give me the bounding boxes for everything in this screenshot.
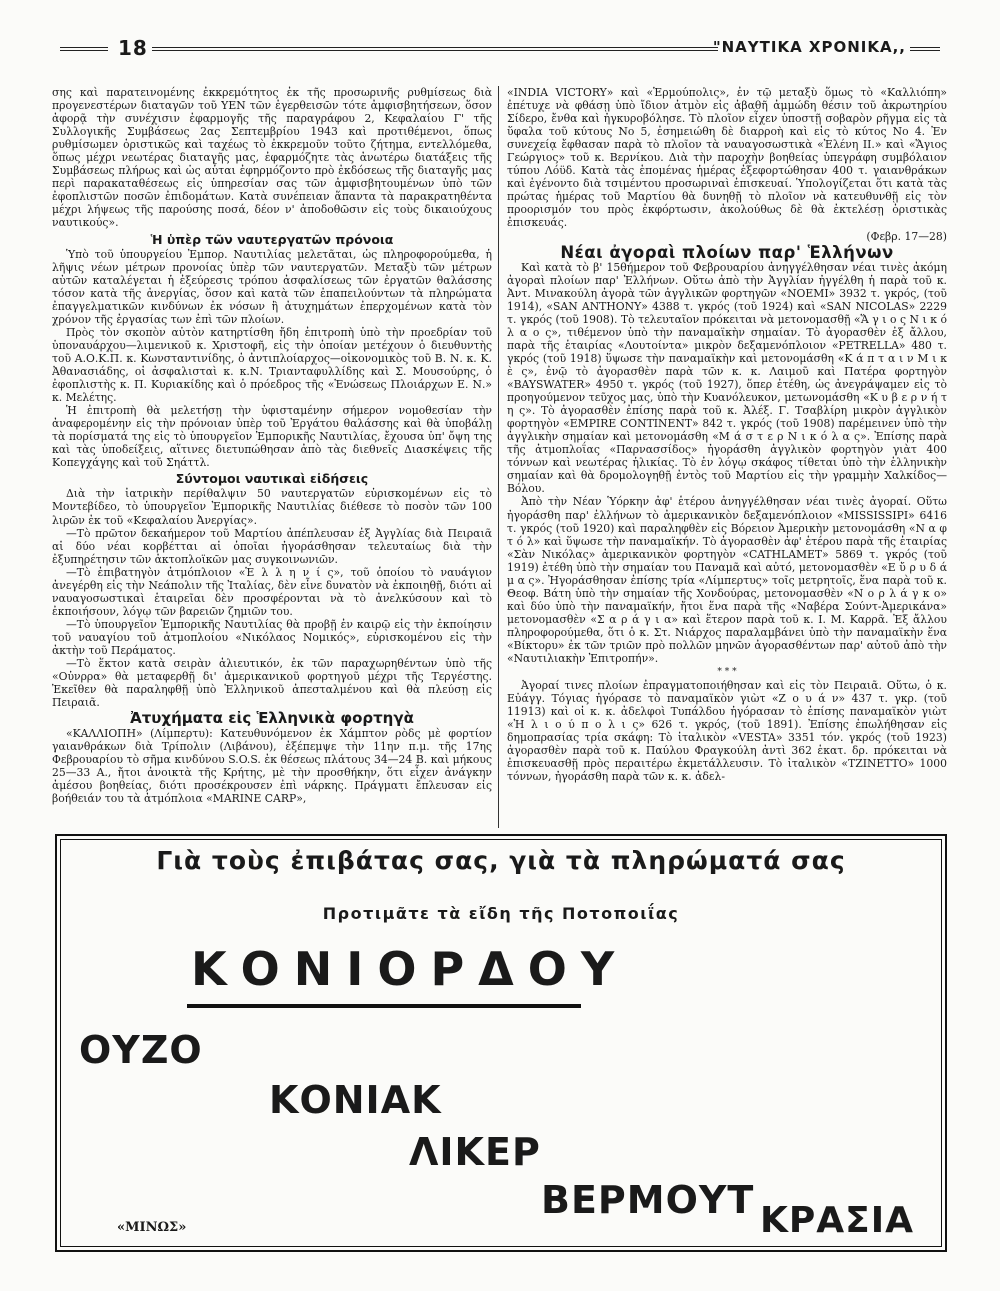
paragraph: σης καὶ παρατεινομένης ἐκκρεμότητος ἐκ τῆς προσωρινῆς ρυθμίσεως διὰ προγενεστέρων διαταγῶν τοῦ ΥΕΝ τῶν ἐγερθεισῶν τότε ἀμφισβητήσεων, ὅσον ἀφορᾷ τὴν συνέχισιν ἐφαρμογῆς τῆς παραγράφου 2, Κεφαλαίου Γ' τῆς Συλλογικῆς Συμβάσεως 2ας Σεπτεμβρίου 1943 καὶ προτιθέμενοι, ὅπως ρυθμίσωμεν ὁριστικῶς καὶ ταχέως τὸ ἐκκρεμοῦν τοῦτο ζήτημα, εντελλόμεθα, ὅπως μέχρι νεωτέρας διαταγῆς μας, ἐφαρμόζητε τὰς ἀνωτέρω διατάξεις τῆς Συμβάσεως πλήρως καὶ ὡς αὗται ἐφηρμόζοντο πρὸ ἐκδόσεως τῆς διαταγῆς μας περὶ παρακαταθέσεως εἰς ὑπηρεσίαν σας τῶν ἀμφισβητουμένων ὑπὸ τῶν ἐφοπλιστῶν ποσῶν ἐπιδομάτων. Κατὰ συνέπειαν ἅπαντα τὰ παρακρατηθέντα μέχρι λήψεως τῆς παρούσης ποσά, δέον ν' ἀποδοθῶσιν εἰς τοὺς δικαιούχους ναυτικούς». xyxy=(52,86,492,230)
header-rule-left xyxy=(60,47,108,51)
ad-subheadline: Προτιμᾶτε τὰ εἴδη τῆς Ποτοποιΐας xyxy=(322,904,680,923)
page-number: 18 xyxy=(118,36,148,60)
header-rule-middle xyxy=(152,47,718,51)
right-column xyxy=(507,86,947,826)
brand-underline xyxy=(187,1004,581,1008)
magazine-title: "ΝΑΥΤΙΚΑ ΧΡΟΝΙΚΑ,, xyxy=(712,38,906,56)
paragraph: —Τὸ πρῶτον δεκαήμερον τοῦ Μαρτίου ἀπέπλευσαν ἐξ Ἀγγλίας διὰ Πειραιᾶ αἱ δύο νέαι κορβέτται αἱ ὁποῖαι ἠγοράσθησαν τελευταίως διὰ τὴν ἐξυπηρέτησιν τῶν ἀκτοπλοϊκῶν μας συγκοινωνιῶν. xyxy=(52,526,492,566)
paragraph: «ΚΑΛΛΙΟΠΗ» (Λίμπερτυ): Κατευθυνόμενον ἐκ Χάμπτον ρὸδς μὲ φορτίον γαιανθράκων διὰ Τρίπολιν (Λιβάνου), ἐξέπεμψε τὴν 11ην π.μ. τῆς 17ης Φεβρουαρίου τὸ σῆμα κινδύνου S.O.S. ἐκ θέσεως πλάτους 34—24 Β. καὶ μήκους 25—33 Α., ἤτοι ἀνοικτὰ τῆς Κρήτης, μὲ τὴν προσθήκην, ὅτι εἶχεν ἀνάγκην ἀμέσου βοηθείας, διότι προσέκρουσεν ἐπὶ νάρκης. Πράγματι ἔπλευσαν εἰς βοήθειάν του τὰ ἀτμόπλοια «MARINE CARP», xyxy=(52,727,492,806)
section-separator: * * * xyxy=(717,667,737,678)
paragraph: Ἀγοραί τινες πλοίων ἐπραγματοποιήθησαν καὶ εἰς τὸν Πειραιᾶ. Οὕτω, ὁ κ. Εὐάγγ. Τόγιας ἠγόρασε τὸ παναμαϊκὸν γιὼτ «Ζ ο υ ά ν» 437 τ. γκρ. (τοῦ 11913) καὶ οἱ κ. κ. ἀδελφοὶ Τυπάλδου ἠγόρασαν τὸ ἐπίσης παναμαϊκὸν γιὼτ «Ἡ λ ι ο ύ π ο λ ι ς» 626 τ. γκρός, (τοῦ 1891). Ἐπίσης ἐπωλήθησαν εἰς δημοπρασίας τρία σκάφη: Τὸ ἰταλικὸν «VESTA» 3351 τόν. γκρός (τοῦ 1923) ἀγορασθὲν παρὰ τοῦ κ. Παύλου Φραγκούλη ἀντὶ 362 ἑκατ. δρ. πρόκειται νὰ ἐπισκευασθῇ πρὸς περαιτέρω ἐκμετάλλευσιν. Τὸ ἰταλικὸν «ΤΖΙΝΕΤΤΟ» 1000 τόννων, ἠγοράσθη παρὰ τῶν κ. κ. ἀδελ- xyxy=(507,679,947,784)
advertisement-box xyxy=(55,834,947,1252)
product-koniak: ΚΟΝΙΑΚ xyxy=(269,1078,442,1122)
paragraph: Καὶ κατὰ τὸ β' 15θήμερον τοῦ Φεβρουαρίου ἀνηγγέλθησαν νέαι τινὲς ἀκόμη ἀγοραὶ πλοίων παρ' Ἑλλήνων. Οὕτω ἀπὸ τὴν Ἀγγλίαν ἠγγέλθη ἡ παρὰ τοῦ κ. Ἀντ. Μινακούλη ἀγορὰ τῶν ἀγγλικῶν φορτηγῶν «NOEMI» 3932 τ. γκρός, (τοῦ 1914), «SAN ANTHONY» 4388 τ. γκρός (τοῦ 1924) καὶ «SAN NICOLAS» 2229 τ. γκρός (τοῦ 1908). Τὸ τελευταῖον πρόκειται νὰ μετονομασθῇ «Ἅ γ ι ο ς Ν ι κ ό λ α ο ς», τιθέμενον ὑπὸ τὴν παναμαϊκὴν σημαίαν. Τὸ ἀγορασθὲν ἐξ ἄλλου, παρὰ τῆς ἑταιρίας «Λουτοίντα» μικρὸν δεξαμενόπλοιον «PETRELLA» 480 τ. γκρός (τοῦ 1918) ὕψωσε τὴν παναμαϊκὴν καὶ μετονομάσθη «Κ ά π τ α ι ν Μ ι κ ὲ ς», ἐνῷ τὸ ἀγορασθὲν παρὰ τῶν κ. κ. Λαιμοῦ καὶ Πατέρα φορτηγὸν «BAYSWATER» 4950 τ. γκρός (τοῦ 1927), ὅπερ ἐτέθη, ὡς ἀνεγράψαμεν εἰς τὸ προηγούμενον τεῦχος μας, ὑπὸ τὴν Κυανόλευκον, μετωνομάσθη «Κ υ β ε ρ ν ή τ η ς». Τὸ ἀγορασθὲν ἐπίσης παρὰ τοῦ κ. Ἀλέξ. Γ. Τσαβλίρη μικρὸν ἀγγλικὸν φορτηγὸν «EMPIRE CONTINENT» 842 τ. γκρός (τοῦ 1908) παρέμεινεν ὑπὸ τὴν ἀγγλικὴν σημαίαν καὶ μετονομάσθη «Μ ά σ τ ε ρ Ν ι κ ό λ α ς». Ἐπίσης παρὰ τῆς ἀτμοπλοΐας «Παρνασσίδος» ἠγοράσθη ἀγγλικὸν φορτηγὸν γιὰτ 400 τόννων καὶ νεωτέρας ἡλικίας. Τὸ ἐν λόγῳ σκάφος τίθεται ὑπὸ τὴν ἑλληνικὴν σημαίαν καὶ θὰ δρομολογηθῇ ἐντὸς τοῦ Μαρτίου εἰς τὴν γραμμὴν Χαλκίδος—Βόλου. xyxy=(507,260,947,496)
paragraph: Ἡ ἐπιτροπὴ θὰ μελετήσῃ τὴν ὑφισταμένην σήμερον νομοθεσίαν τὴν ἀναφερομένην εἰς τὴν πρόνοιαν ὑπὲρ τοῦ Ἐργάτου θαλάσσης καὶ θὰ ὑποβάλῃ τὰ πορίσματά της εἰς τὸ ὑπουργεῖον Ἐμπορικῆς Ναυτιλίας, ἔχουσα ὑπ' ὄψη της καὶ τὰς ὑποδείξεις, αἵτινες διετυπώθησαν ἀπὸ τὰς διεθνεῖς Διασκέψεις τῆς Κοπεγχάγης καὶ τοῦ Σηάττλ. xyxy=(52,404,492,470)
header-rule-right xyxy=(910,47,940,51)
product-ouzo: ΟΥΖΟ xyxy=(79,1028,203,1072)
column-divider xyxy=(498,86,499,828)
product-vermout: ΒΕΡΜΟΥΤ xyxy=(541,1178,755,1222)
product-krasia: ΚΡΑΣΙΑ xyxy=(760,1200,914,1241)
advertisement-inner-border xyxy=(60,839,942,1247)
product-liker: ΛΙΚΕΡ xyxy=(409,1130,541,1174)
paragraph: Διὰ τὴν ἰατρικὴν περίθαλψιν 50 ναυτεργατῶν εὑρισκομένων εἰς τὸ Μοντεβίδεο, τὸ ὑπουργεῖον Ἐμπορικῆς Ναυτιλίας διέθεσε τὸ ποσὸν τῶν 100 λιρῶν ἐκ τοῦ «Κεφαλαίου Ἀνεργίας». xyxy=(52,487,492,527)
left-column xyxy=(52,86,492,826)
paragraph: —Τὸ ὑπουργεῖον Ἐμπορικῆς Ναυτιλίας θὰ προβῇ ἐν καιρῷ εἰς τὴν ἐκποίησιν τοῦ ναυαγίου τοῦ ἀτμοπλοίου «Νικόλαος Νομικός», εὑρισκομένου εἰς τὴν ἀκτὴν τοῦ Περάματος. xyxy=(52,617,492,657)
paragraph: Πρὸς τὸν σκοπὸν αὐτὸν κατηρτίσθη ἤδη ἐπιτροπὴ ὑπὸ τὴν προεδρίαν τοῦ ὑποναυάρχου—λιμενικοῦ κ. Χριστοφῆ, εἰς τὴν ὁποίαν μετέχουν ὁ διευθυντὴς τοῦ Α.Ο.Κ.Π. κ. Κωνσταντινίδης, ὁ ἀντιπλοίαρχος—οἰκονομικὸς τοῦ Β. Ν. κ. Κ. Ἀθανασιάδης, οἱ ἀσφαλισταὶ κ. κ.Ν. Τριανταφυλλίδης καὶ Σ. Μουσούρης, ὁ ἐφοπλιστὴς κ. Π. Κυριακίδης καὶ ὁ πρόεδρος τῆς «Ἑνώσεως Πλοιάρχων Ε. Ν.» κ. Μελέτης. xyxy=(52,325,492,405)
section-heading: Σύντομοι ναυτικαὶ εἰδήσεις xyxy=(175,471,369,487)
page-header xyxy=(60,36,940,76)
paragraph: —Τὸ ἐπιβατηγὸν ἀτμόπλοιον «Ἑ λ λ η ν ί ς», τοῦ ὁποίου τὸ ναυάγιον ἀνεγέρθη εἰς τὴν Νεάπολιν τῆς Ἰταλίας, δὲν εἶνε δυνατὸν νὰ ἐκποιηθῇ, διότι αἱ ναυαγοσωστικαὶ ἑταιρεῖαι δὲν προσφέρονται νὰ τὸ ἀνελκύσουν καὶ τὸ ἐκποιήσουν, λόγῳ τῶν βαρειῶν ζημιῶν του. xyxy=(52,565,492,618)
ad-brand-name: ΚΟΝΙΟΡΔΟΥ xyxy=(191,942,629,996)
paragraph: —Τὸ ἕκτον κατὰ σειρὰν ἁλιευτικόν, ἐκ τῶν παραχωρηθέντων ὑπὸ τῆς «Οὐνρρα» θὰ μεταφερθῇ δι' ἀμερικανικοῦ φορτηγοῦ μέχρι τῆς Τεργέστης. Ἐκεῖθεν θὰ παραληφθῇ ὑπὸ Ἑλληνικοῦ ἀπεσταλμένου καὶ θὰ πλεύσῃ εἰς Πειραιᾶ. xyxy=(52,657,492,710)
section-heading: Ἡ ὑπὲρ τῶν ναυτεργατῶν πρόνοια xyxy=(150,231,394,247)
ad-imprint: «ΜΙΝΩΣ» xyxy=(117,1220,187,1235)
date-signoff: (Φεβρ. 17—28) xyxy=(866,229,947,243)
paragraph: «INDIA VICTORY» καὶ «Ἑρμούπολις», ἐν τῷ μεταξὺ ὅμως τὸ «Καλλιόπη» ἐπέτυχε νὰ φθάσῃ ὑπὸ ἴδιον ἀτμὸν εἰς ἀβαθῆ ἀμμώδη θέσιν τοῦ ἀκρωτηρίου Σίδερο, ἔνθα καὶ ἠγκυροβόλησε. Τὸ πλοῖον εἶχεν ὑποστῇ σοβαρὸν ρῆγμα εἰς τὰ ὕφαλα τοῦ κύτους Νο 5, ἐσημειώθη δὲ διαρροὴ καὶ εἰς τὸ κύτος Νο 4. Ἐν συνεχείᾳ ἔφθασαν παρὰ τὸ πλοῖον τὰ ναυαγοσωστικὰ «Ἑλένη ΙΙ.» καὶ «Ἅγιος Γεώργιος» τοῦ κ. Βερνίκου. Διὰ τὴν παροχὴν βοηθείας ὑπεγράφη συμβόλαιον τύπου Λόϋδ. Κατὰ τὰς ἑπομένας ἡμέρας ἐξεφορτώθησαν 400 τ. γαιανθράκων καὶ ἐγένοντο διὰ τσιμέντου προσωριναὶ ἐπισκευαί. Ὑπολογίζεται ὅτι κατὰ τὰς πρώτας ἡμέρας τοῦ Μαρτίου θὰ δυνηθῇ τὸ πλοῖον νὰ κατευθυνθῇ εἰς τὸν προορισμόν του πρὸς ἐκφόρτωσιν, ἀκολούθως δὲ θὰ ἐκτελέσῃ ὁριστικὰς ἐπισκευάς. xyxy=(507,86,947,230)
paragraph: Ὑπὸ τοῦ ὑπουργείου Ἐμπορ. Ναυτιλίας μελετᾶται, ὡς πληροφορούμεθα, ἡ λῆψις νέων μέτρων προνοίας ὑπὲρ τῶν ναυτεργατῶν. Μεταξὺ τῶν μέτρων αὐτῶν καταλέγεται ἡ ἐξεύρεσις τρόπου ἀσφαλίσεως τῶν ἐργατῶν θαλάσσης τόσον κατὰ τῆς ἀνεργίας, ὅσον καὶ κατὰ τῶν ἐπαπειλούντων τὰ πληρώματα ἐπαγγελματικῶν κινδύνων ἐκ νόσων ἢ ἀτυχημάτων ἐπερχομένων κατὰ τὸν χρόνον τῆς ἐργασίας των ἐπὶ τῶν πλοίων. xyxy=(52,247,492,326)
paragraph: Ἀπὸ τὴν Νέαν Ὑόρκην ἀφ' ἑτέρου ἀνηγγέλθησαν νέαι τινὲς ἀγοραί. Οὕτω ἠγοράσθη παρ' ἑλλήνων τὸ ἀμερικανικὸν δεξαμενόπλοιον «MISSISSIPI» 6416 τ. γκρός (τοῦ 1920) καὶ παραληφθὲν εἰς Βόρειον Ἀμερικὴν μετονομάσθη «Ν α φ τ ό λ» καὶ ὕψωσε τὴν παναμαϊκήν. Τὸ ἀγορασθὲν ἀφ' ἑτέρου παρὰ τῆς ἑταιρίας «Σὰν Νικόλας» ἀμερικανικὸν φορτηγὸν «CATHLAMET» 5869 τ. γκρός (τοῦ 1919) ἐτέθη ὑπὸ τὴν σημαίαν του Παναμᾶ καὶ αὐτό, μετονομασθὲν «Ε ὔ ρ υ δ ά μ α ς». Ἠγοράσθησαν ἐπίσης τρία «Λίμπερτυς» τοῖς μετρητοῖς, ἕνα παρὰ τοῦ κ. Θεοφ. Βάτη ὑπὸ τὴν σημαίαν τῆς Χονδούρας, μετονομασθὲν «Ν ο ρ λ ά γ κ ο» καὶ δύο ὑπὸ τὴν παναμαϊκήν, ἤτοι ἕνα παρὰ τῆς «Ναβέρα Σούντ-Ἀμερικάνα» μετονομασθὲν «Σ α ρ ά γ ι α» καὶ ἕτερον παρὰ τοῦ κ. Ι. Μ. Καρρᾶ. Ἐξ ἄλλου πληροφορούμεθα, ὅτι ὁ κ. Στ. Νιάρχος παραλαμβάνει ὑπὸ τὴν παναμαϊκὴν ἕνα «Βίκτορυ» ἐκ τῶν τριῶν πρὸ πολλῶν μηνῶν ἀγορασθέντων παρ' αὐτοῦ ἀπὸ τὴν «Ναυτιλιακὴν Ἐπιτροπήν». xyxy=(507,495,947,666)
ad-headline: Γιὰ τοὺς ἐπιβάτας σας, γιὰ τὰ πληρώματά σας xyxy=(156,846,846,875)
section-heading: Ἀτυχήματα εἰς Ἑλληνικὰ φορτηγὰ xyxy=(130,709,414,728)
section-heading: Νέαι ἀγοραὶ πλοίων παρ' Ἑλλήνων xyxy=(560,242,894,262)
